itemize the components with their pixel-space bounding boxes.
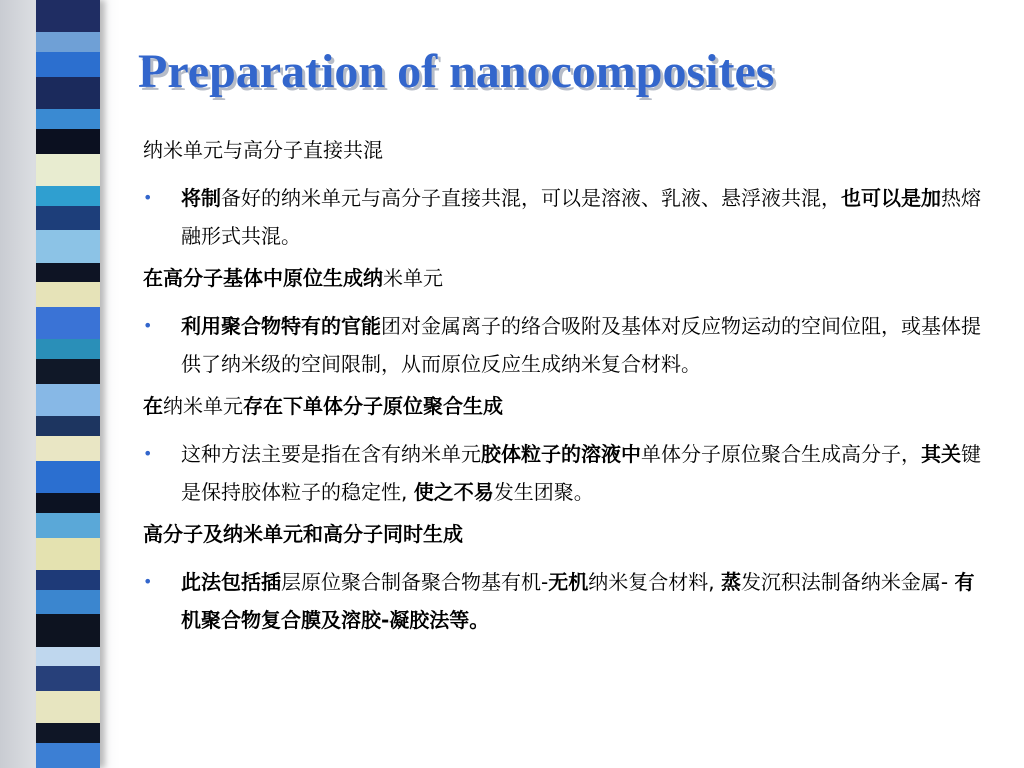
bullet-dot: • bbox=[143, 444, 153, 463]
bullet-in-situ-generation bbox=[143, 307, 983, 383]
bullet-text-segment: 将制 bbox=[181, 186, 221, 210]
stripe-block bbox=[36, 307, 100, 339]
bullet-text-segment: 胶体粒子的溶液中 bbox=[481, 442, 641, 466]
stripe-block bbox=[36, 206, 100, 231]
bullet-text-segment: 备纳米金属- bbox=[840, 570, 955, 594]
bullet-text-segment: 也可以是加 bbox=[841, 186, 941, 210]
section-heading-direct-blending bbox=[143, 135, 983, 165]
stripe-block bbox=[36, 666, 100, 691]
bullet-text-segment: 键是保持胶体粒子的稳定性, bbox=[181, 442, 981, 504]
bullet-text-segment: 利用聚合物特有的官能 bbox=[181, 314, 381, 338]
stripe-block bbox=[36, 77, 100, 109]
stripe-block bbox=[36, 538, 100, 570]
bullet-text-segment: 此法包括插 bbox=[181, 570, 281, 594]
section-heading-simultaneous-generation bbox=[143, 519, 983, 549]
bullet-text-segment: 无机 bbox=[548, 570, 589, 594]
bullet-text-segment: 热熔融形式共混。 bbox=[181, 186, 981, 248]
stripe-block bbox=[36, 590, 100, 615]
stripe-block bbox=[36, 263, 100, 283]
stripe-block bbox=[36, 723, 100, 743]
bullet-text-segment: 备好的纳米单元与高分子直接共混，可以是溶液、乳液、悬浮液共混， bbox=[221, 186, 841, 210]
stripe-block bbox=[36, 186, 100, 206]
heading-text: 纳米单元与高分子直接共混 bbox=[143, 138, 383, 162]
bullet-dot: • bbox=[143, 572, 153, 591]
stripe-block bbox=[36, 52, 100, 77]
stripe-block bbox=[36, 359, 100, 384]
heading-text: 纳米单元和高分子同时生成 bbox=[223, 522, 463, 546]
stripe-block bbox=[36, 691, 100, 723]
bullet-text-segment: 使之不易 bbox=[413, 480, 494, 504]
bullet-text-segment: 其关 bbox=[921, 442, 961, 466]
slide-body bbox=[143, 135, 983, 647]
heading-text: 存在下单体分子原位聚合生成 bbox=[243, 394, 503, 418]
stripe-block bbox=[36, 416, 100, 436]
stripe-block bbox=[36, 282, 100, 307]
bullet-text-segment: 这种方法主要是指在含有纳米单元 bbox=[181, 442, 481, 466]
bullet-text-segment: 发沉积法制 bbox=[740, 570, 841, 594]
bullet-direct-blending bbox=[143, 179, 983, 255]
heading-text: 米单元 bbox=[383, 266, 443, 290]
heading-text: 在 bbox=[143, 394, 163, 418]
stripe-block bbox=[36, 647, 100, 667]
bullet-text-segment: 有机聚合物复合膜及溶胶-凝胶法等。 bbox=[181, 570, 975, 632]
stripe-block bbox=[36, 461, 100, 493]
decorative-stripe-bar bbox=[36, 0, 100, 768]
stripe-block bbox=[36, 0, 100, 32]
stripe-block bbox=[36, 743, 100, 768]
stripe-block bbox=[36, 109, 100, 129]
stripe-block bbox=[36, 32, 100, 52]
stripe-block bbox=[36, 513, 100, 538]
stripe-block bbox=[36, 230, 100, 262]
stripe-block bbox=[36, 436, 100, 461]
stripe-block bbox=[36, 570, 100, 590]
bullet-text-segment: 团对金属离子的络合吸附及基体对反应物运动的空 bbox=[381, 314, 821, 338]
bullet-text-segment: 单体分子原位聚合生成高分子， bbox=[641, 442, 921, 466]
bullet-text-segment: 蒸 bbox=[720, 570, 741, 594]
heading-text: 在高分子基体中原位生成纳 bbox=[143, 266, 383, 290]
bullet-simultaneous-generation bbox=[143, 563, 983, 639]
heading-text: 纳米单元 bbox=[163, 394, 243, 418]
bullet-dot: • bbox=[143, 316, 153, 335]
section-heading-in-situ-generation bbox=[143, 263, 983, 293]
bullet-text-segment: 间位阻，或基体提供了纳米级的空间限制，从而原位反应生成纳米复合材料。 bbox=[181, 314, 981, 376]
stripe-block bbox=[36, 614, 100, 646]
bullet-in-situ-polymerization bbox=[143, 435, 983, 511]
heading-text: 高分子及 bbox=[143, 522, 223, 546]
stripe-block bbox=[36, 339, 100, 359]
bullet-text-segment: 发生团聚。 bbox=[493, 480, 594, 504]
bullet-text-segment: 层原位聚合制备聚合物基有机- bbox=[281, 570, 549, 594]
stripe-block bbox=[36, 493, 100, 513]
stripe-block bbox=[36, 384, 100, 416]
stripe-block bbox=[36, 129, 100, 154]
slide-title: Preparation of nanocomposites bbox=[138, 45, 775, 98]
section-heading-in-situ-polymerization bbox=[143, 391, 983, 421]
stripe-block bbox=[36, 154, 100, 186]
bullet-dot: • bbox=[143, 188, 153, 207]
bullet-text-segment: 纳米复合材料, bbox=[588, 570, 721, 594]
